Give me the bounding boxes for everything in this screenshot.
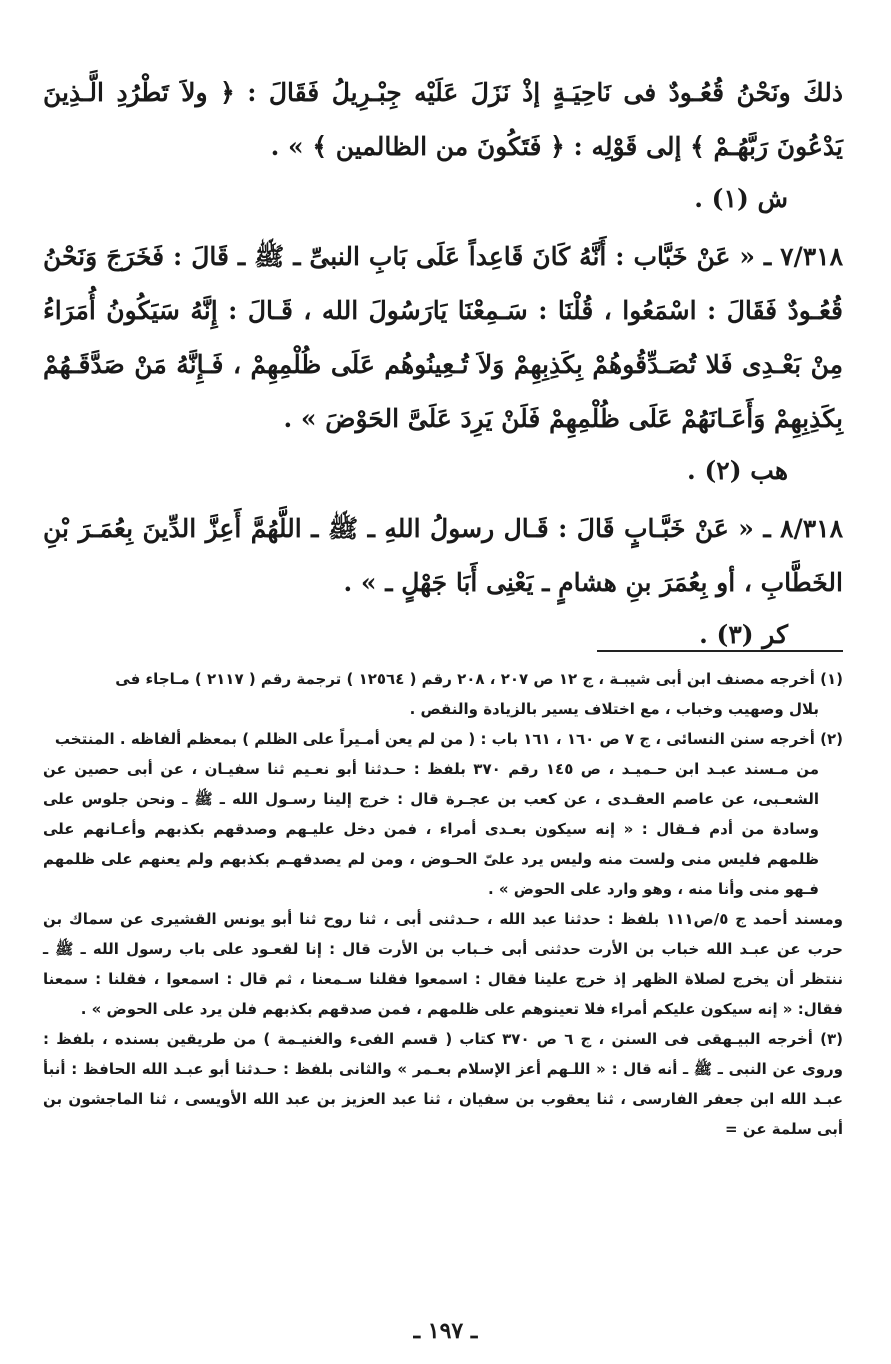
page-number: ـ ١٩٧ ـ xyxy=(413,1318,478,1344)
footnote-divider xyxy=(597,650,843,652)
intro-source: ش (١) . xyxy=(694,184,788,213)
footnotes xyxy=(43,664,843,1144)
footnote-2-continued: من مـسند عبـد ابن حـميـد ، ص ١٤٥ رقم ٣٧٠ بلفظ : حـدثنا أبو نعـيم ثنا سفيـان ، عن أبى حصين عن الشعـبى، عن عاصم العقـدى ، عن كعب بن عجـرة قال : خرج إلينا رسـول الله ـ ﷺ ـ ونحن جلوس على وسادة من أدم فـقال : « إنه سيكون بعـدى أمراء ، فمن دخل عليـهم وصدقهم بكذبهم وأعـانهم على ظلمهم فليس منى ولست منه وليس يرد علىّ الحـوض ، ومن لم يصدقهـم بكذبهم ولم يعنهم على ظلمهم فـهو منى وأنا منه ، وهو وارد على الحوض » . xyxy=(43,760,819,898)
footnote-1: (١) أخرجه مصنف ابن أبى شيبـة ، ج ١٢ ص ٢٠٧ ، ٢٠٨ رقم ( ١٢٥٦٤ ) ترجمة رقم ( ٢١١٧ ) مـاجاء فى xyxy=(115,670,843,688)
footnote-2: (٢) أخرجه سنن النسائى ، ج ٧ ص ١٦٠ ، ١٦١ باب : ( من لم يعن أمـيراً على الظلم ) بمعظم ألفاظه . المنتخب xyxy=(54,730,843,748)
hadith-318-8-source: كر (٣) . xyxy=(699,620,788,649)
main-text xyxy=(43,66,843,660)
footnote-1-continued: بلال وصهيب وخباب ، مع اختلاف يسير بالزيادة والنقص . xyxy=(409,700,819,718)
hadith-318-8: ٨/٣١٨ ـ « عَنْ خَبَّـابٍ قَالَ : قَـال رسولُ اللهِ ـ ﷺ ـ اللَّهُمَّ أَعِزَّ الدِّينَ بِعُمَـرَ بْنِ الخَطَّابِ ، أو بِعُمَرَ بنِ هشامٍ ـ يَعْنِى أَبَا جَهْلٍ ـ » . xyxy=(43,514,843,597)
intro-paragraph: ذلكَ ونَحْنُ قُعُـودٌ فى نَاحِيَـةٍ إذْ نَزَلَ عَلَيْه جِبْـرِيلُ فَقَالَ : ﴿ ولاَ تَطْرُدِ الَّـذِينَ يَدْعُونَ رَبَّهُـمْ ﴾ إلى قَوْلِه : ﴿ فَتَكُونَ من الظالمين ﴾ » . xyxy=(43,78,843,161)
hadith-318-7: ٧/٣١٨ ـ « عَنْ خَبَّاب : أَنَّهُ كَانَ قَاعِداً عَلَى بَابِ النبىِّ ـ ﷺ ـ قَالَ : فَخَرَجَ وَنَحْنُ قُعُـودٌ فَقَالَ : اسْمَعُوا ، قُلْنَا : سَـمِعْنَا يَارَسُولَ الله ، قَـالَ : إِنَّهُ سَيَكُونُ أُمَرَاءُ مِنْ بَعْـدِى فَلا تُصَـدِّقُوهُمْ بِكَذِبِهِمْ وَلاَ تُـعِينُوهُم عَلَى ظُلْمِهِمْ ، فَـإِنَّهُ مَنْ صَدَّقَـهُمْ بِكَذِبِهِمْ وَأَعَـانَهُمْ عَلَى ظُلْمِهِمْ فَلَنْ يَرِدَ عَلَىَّ الحَوْضَ » . xyxy=(43,242,843,433)
footnote-3: (٣) أخرجه البيـهقى فى السنن ، ج ٦ ص ٣٧٠ كتاب ( قسم الفىء والغنيـمة ) من طريقين بسنده ، بلفظ : وروى عن النبى ـ ﷺ ـ أنه قال : « اللـهم أعز الإسلام بعـمر » والثانى بلفظ : حـدثنا أبو عبـد الله الحافظ : أنبأ عبـد الله ابن جعفر الفارسى ، ثنا يعقوب بن سفيان ، ثنا عبد العزيز بن عبد الله الأويسى ، ثنا الماجشون بن أبى سلمة عن = xyxy=(43,1030,843,1138)
footnote-2-musnad-ahmad: ومسند أحمد ج ٥/ص١١١ بلفظ : حدثنا عبد الله ، حـدثنى أبى ، ثنا روح ثنا أبو يونس القشيرى عن سماك بن حرب عن عبـد الله خباب بن الأرت حدثنى أبى خـباب بن الأرت قال : إنا لقعـود على باب رسول الله ـ ﷺ ـ ننتظر أن يخرج لصلاة الظهر إذ خرج علينا فقال : اسمعوا فقلنا سـمعنا ، ثم قال : اسمعوا ، فقلنا : سمعنا فقال: « إنه سيكون عليكم أمراء فلا تعينوهم على ظلمهم ، فمن صدقهم بكذبهم فلن يرد على الحوض » . xyxy=(43,910,844,1018)
hadith-318-7-source: هب (٢) . xyxy=(687,456,788,485)
